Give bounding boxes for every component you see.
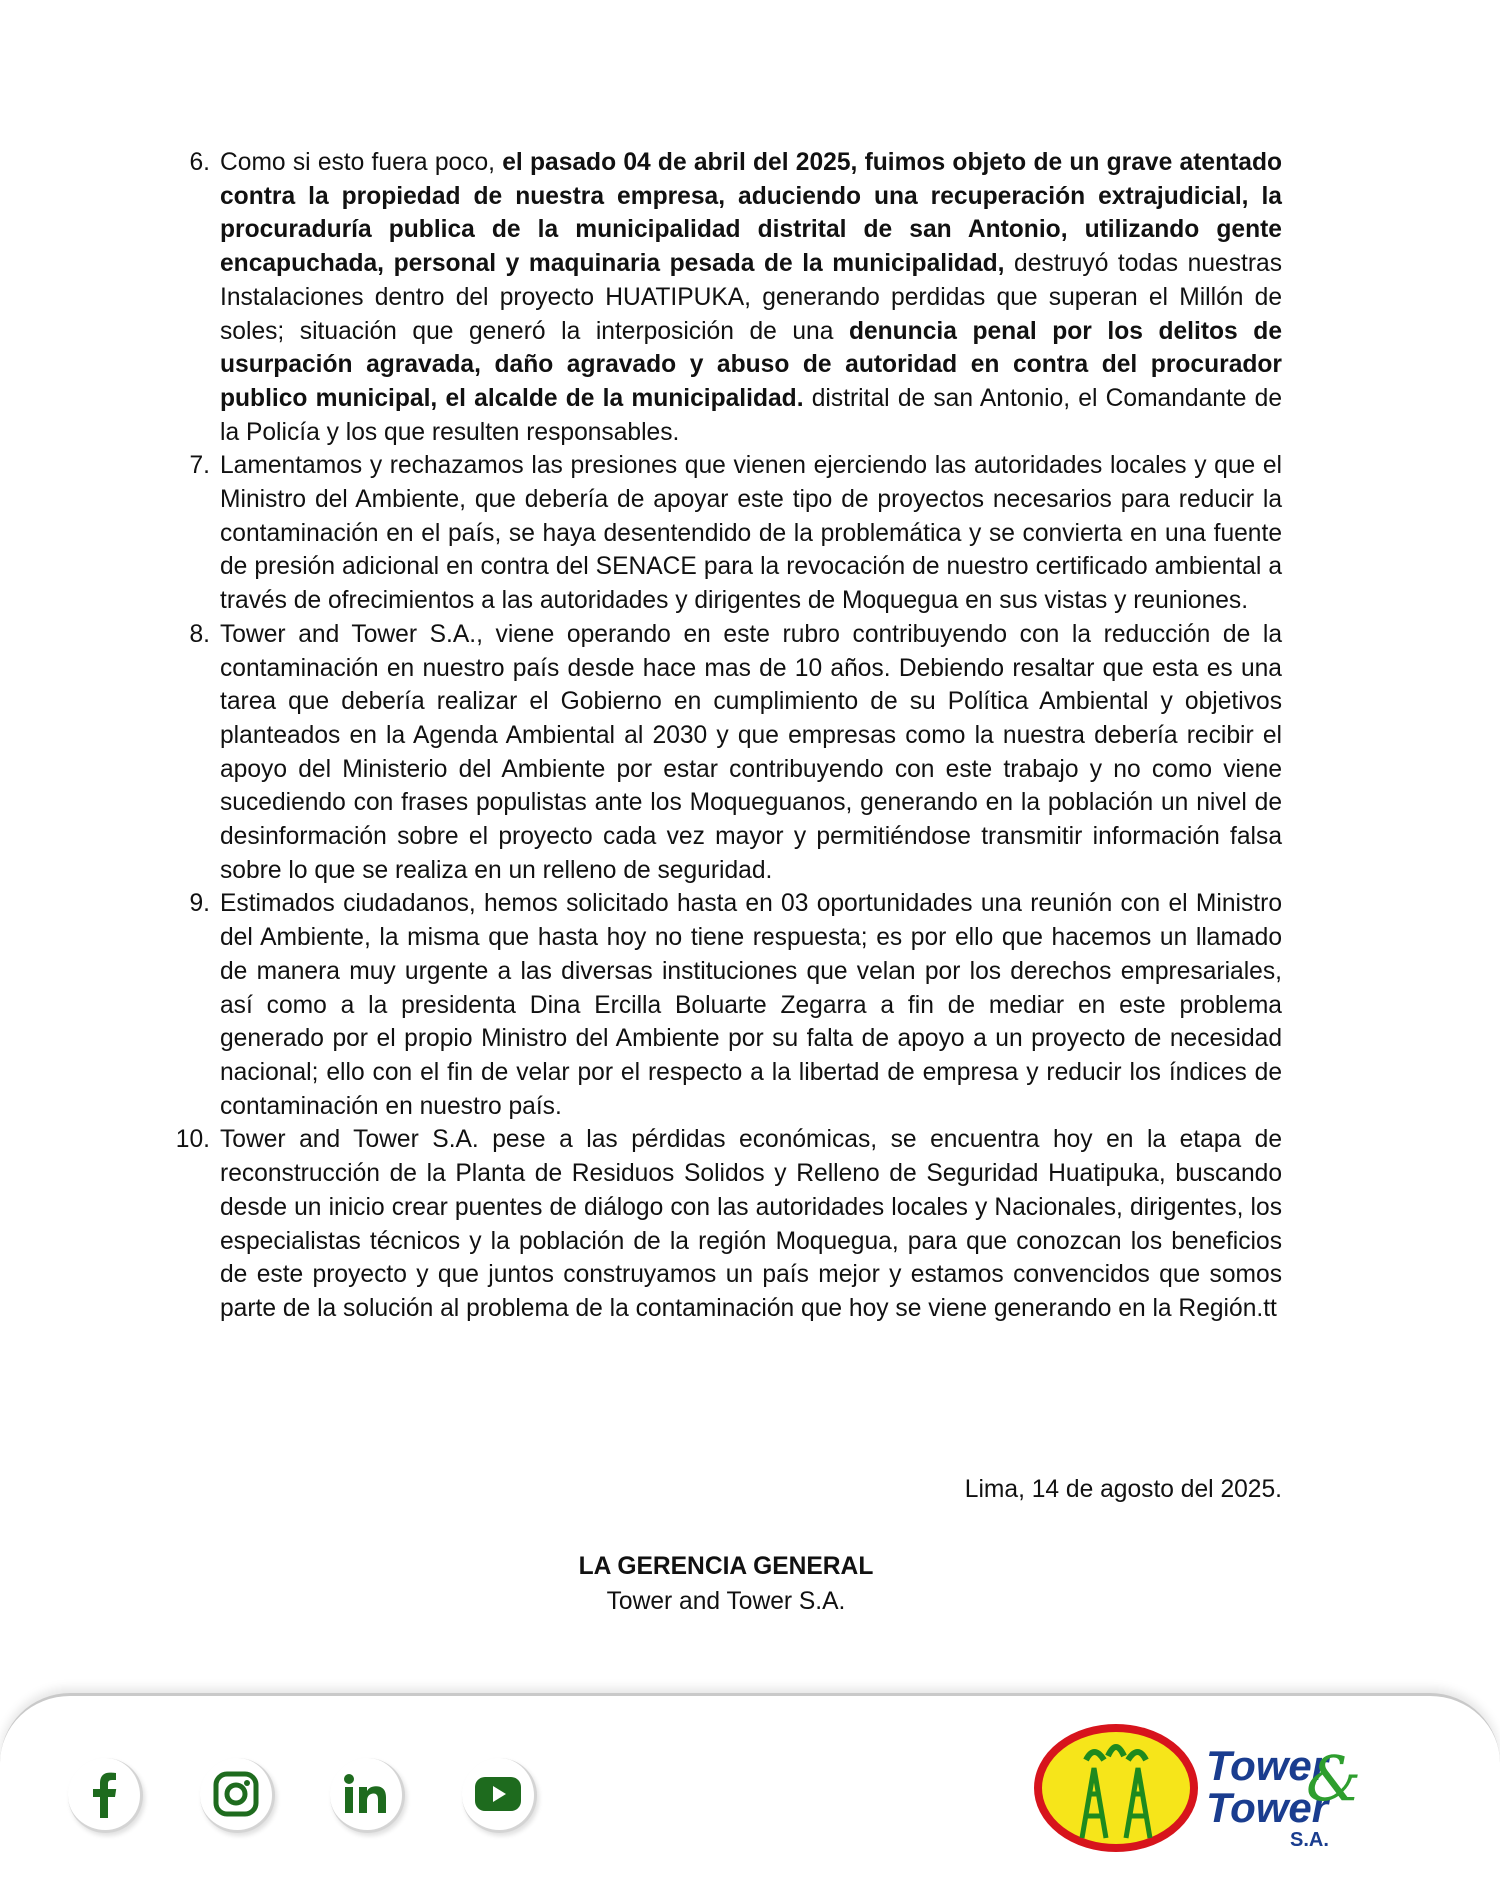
bold-text-segment: el pasado 04 de abril del 2025, fuimos objeto de un grave atentado contra la propiedad de nuestra empresa, aduciendo una recuperación extrajudicial, la procuraduría publica de la municipalidad distrital de san Antonio, utilizando gente encapuchada, personal y maquinaria pesada de la municipalidad, (220, 149, 1283, 278)
list-item (170, 146, 1282, 449)
logo-ampersand: & (1306, 1742, 1362, 1815)
list-item (170, 1123, 1282, 1325)
list-item-number: 10. (175, 1126, 210, 1154)
logo-text-line1: Tower (1206, 1742, 1329, 1789)
text-segment: Como si esto fuera poco, (220, 149, 503, 176)
list-item (170, 618, 1282, 888)
youtube-link[interactable] (462, 1758, 537, 1833)
signature-company: Tower and Tower S.A. (606, 1588, 846, 1615)
youtube-icon (474, 1776, 522, 1812)
linkedin-link[interactable] (330, 1758, 405, 1833)
list-item (170, 887, 1282, 1123)
tower-and-tower-logo (1034, 1720, 1394, 1856)
text-segment: Lamentamos y rechazamos las presiones que vienen ejerciendo las autoridades locales y que el Ministro del Ambiente, que debería de apoyar este tipo de proyectos necesarios para reducir la contaminación en el país, se haya desentendido de la problemática y se convierta en una fuente de presión adicional en contra del SENACE para la revocación de nuestro certificado ambiental a través de ofrecimientos a las autoridades y dirigentes de Moquegua en sus vistas y reuniones. (220, 452, 1282, 615)
logo-text-line2: Tower (1206, 1784, 1329, 1831)
document-body (170, 146, 1283, 1615)
instagram-icon (213, 1771, 259, 1817)
text-segment: destruyó todas nuestras Instalaciones dentro del proyecto HUATIPUKA, generando perdidas que superan el Millón de soles; situación que generó la interposición de una (220, 250, 1282, 345)
text-segment: distrital de san Antonio, el Comandante de la Policía y los que resulten responsables. (220, 384, 1283, 446)
logo-suffix: S.A. (1290, 1829, 1329, 1851)
bold-text-segment: denuncia penal por los delitos de usurpación agravada, daño agravado y abuso de autoridad en contra del procurador publico municipal, el alcalde de la municipalidad. (220, 317, 1282, 412)
place-date: Lima, 14 de agosto del 2025. (964, 1476, 1282, 1503)
numbered-list (170, 146, 1282, 1326)
text-segment: Tower and Tower S.A., viene operando en este rubro contribuyendo con la reducción de la contaminación en nuestro país desde hace mas de 10 años. Debiendo resaltar que esta es una tarea que debería realizar el Gobierno en cumplimiento de su Política Ambiental y objetivos planteados en la Agenda Ambiental al 2030 y que empresas como la nuestra debería recibir el apoyo del Ministerio del Ambiente por estar contribuyendo con este trabajo y no como viene sucediendo con frases populistas ante los Moqueguanos, generando en la población un nivel de desinformación sobre el proyecto cada vez mayor y permitiéndose transmitir información falsa sobre lo que se realiza en un relleno de seguridad. (220, 620, 1282, 884)
logo-emblem (1038, 1728, 1194, 1848)
list-item-number: 8. (189, 620, 210, 648)
list-item-number: 9. (189, 890, 210, 918)
text-segment: Tower and Tower S.A. pese a las pérdidas económicas, se encuentra hoy en la etapa de reconstrucción de la Planta de Residuos Solidos y Relleno de Seguridad Huatipuka, buscando desde un inicio crear puentes de diálogo con las autoridades locales y Nacionales, dirigentes, los especialistas técnicos y la población de la región Moquegua, para que conozcan los beneficios de este proyecto y que juntos construyamos un país mejor y estamos convencidos que somos parte de la solución al problema de la contaminación que hoy se viene generando en la Región.tt (220, 1126, 1282, 1322)
instagram-link[interactable] (200, 1758, 275, 1833)
list-item (170, 449, 1282, 618)
list-item-number: 6. (189, 149, 210, 176)
text-segment: Estimados ciudadanos, hemos solicitado hasta en 03 oportunidades una reunión con el Ministro del Ambiente, la misma que hasta hoy no tiene respuesta; es por ello que hacemos un llamado de manera muy urgente a las diversas instituciones que velan por los derechos empresariales, así como a la presidenta Dina Ercilla Boluarte Zegarra a fin de mediar en este problema generado por el propio Ministro del Ambiente por su falta de apoyo a un proyecto de necesidad nacional; ello con el fin de velar por el respecto a la libertad de empresa y reducir los índices de contaminación en nuestro país. (220, 890, 1282, 1120)
signature-org: LA GERENCIA GENERAL (578, 1553, 874, 1580)
facebook-icon (84, 1770, 124, 1818)
facebook-link[interactable] (68, 1758, 143, 1833)
list-item-number: 7. (189, 452, 210, 480)
linkedin-icon (343, 1773, 389, 1815)
signature-block (170, 1549, 1282, 1619)
